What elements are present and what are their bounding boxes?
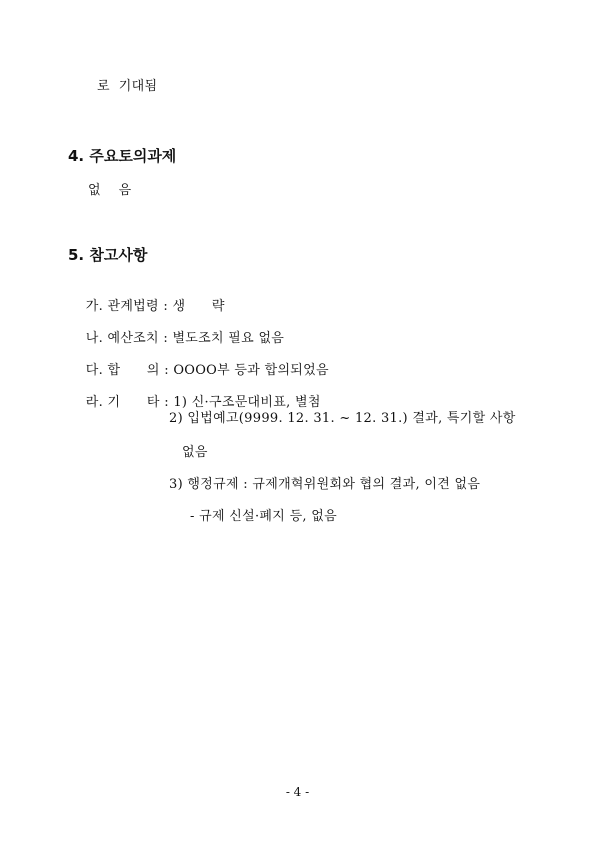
section-5-heading: 5. 참고사항 — [68, 246, 148, 264]
item-ga-label: 가. 관계법령 : — [85, 299, 173, 314]
item-da-label: 다. 합 의 : — [85, 363, 174, 378]
item-da-text: OOOO부 등과 합의되었음 — [173, 363, 329, 378]
other-item-3: 3) 행정규제 : 규제개혁위원회와 협의 결과, 이견 없음 — [169, 477, 481, 492]
page-number: - 4 - — [285, 785, 310, 799]
other-item-3-sub: - 규제 신설·폐지 등, 없음 — [190, 509, 338, 524]
section-4-body: 없 음 — [88, 183, 132, 198]
item-ga-text: 생 략 — [172, 299, 225, 314]
continuation-text: 로 기대됨 — [97, 79, 158, 94]
item-ra-label: 라. 기 타 : — [85, 395, 174, 410]
item-na-label: 나. 예산조치 : — [85, 331, 173, 346]
item-na-text: 별도조치 필요 없음 — [172, 331, 285, 346]
other-item-2-cont: 없음 — [182, 445, 208, 460]
section-4-heading: 4. 주요토의과제 — [68, 147, 177, 165]
item-ra-text: 1) 신·구조문대비표, 별첨 — [173, 395, 321, 410]
other-item-2: 2) 입법예고(9999. 12. 31. ~ 12. 31.) 결과, 특기할 사항 — [169, 411, 516, 426]
